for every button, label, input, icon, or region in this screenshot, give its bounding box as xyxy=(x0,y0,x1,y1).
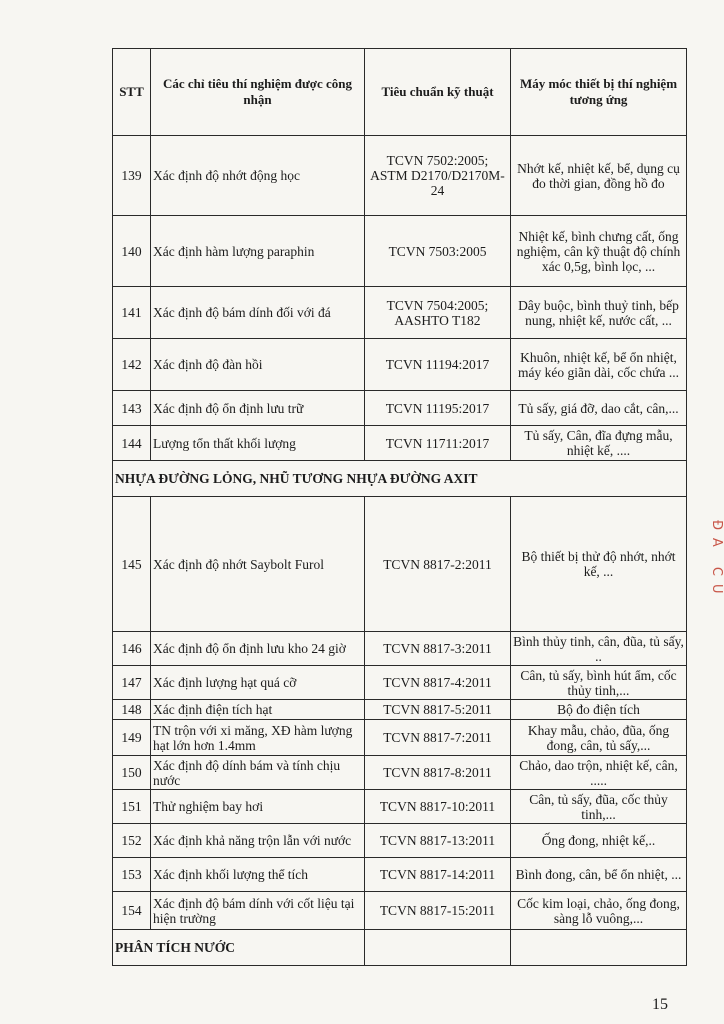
row-test-name: Xác định khả năng trộn lẫn với nước xyxy=(151,824,365,858)
row-standard: TCVN 8817-15:2011 xyxy=(365,892,511,930)
row-standard: TCVN 8817-8:2011 xyxy=(365,756,511,790)
table-row xyxy=(113,216,687,287)
empty-cell xyxy=(365,930,511,966)
row-test-name: Xác định độ bám dính đối với đá xyxy=(151,287,365,339)
row-stt: 148 xyxy=(113,700,151,720)
section-water-title: PHÂN TÍCH NƯỚC xyxy=(113,930,365,966)
table-row xyxy=(113,892,687,930)
row-test-name: Xác định độ nhớt động học xyxy=(151,136,365,216)
row-test-name: Thử nghiệm bay hơi xyxy=(151,790,365,824)
row-standard: TCVN 8817-5:2011 xyxy=(365,700,511,720)
row-standard: TCVN 7502:2005; ASTM D2170/D2170M-24 xyxy=(365,136,511,216)
stamp-mark: ĐÃ CỦ xyxy=(709,520,724,602)
row-stt: 146 xyxy=(113,632,151,666)
row-stt: 143 xyxy=(113,391,151,426)
row-equipment: Ống đong, nhiệt kế,.. xyxy=(511,824,687,858)
table-row xyxy=(113,824,687,858)
row-standard: TCVN 8817-13:2011 xyxy=(365,824,511,858)
row-test-name: Xác định độ bám dính với cốt liệu tại hiện trường xyxy=(151,892,365,930)
row-equipment: Bình đong, cân, bể ổn nhiệt, ... xyxy=(511,858,687,892)
table-row xyxy=(113,426,687,461)
row-test-name: TN trộn với xi măng, XĐ hàm lượng hạt lớn hơn 1.4mm xyxy=(151,720,365,756)
row-equipment: Cân, tủ sấy, đũa, cốc thủy tinh,... xyxy=(511,790,687,824)
row-equipment: Khay mẫu, chảo, đũa, ống đong, cân, tủ sấy,... xyxy=(511,720,687,756)
row-equipment: Bình thủy tinh, cân, đũa, tủ sấy, .. xyxy=(511,632,687,666)
row-equipment: Tủ sấy, giá đỡ, dao cắt, cân,... xyxy=(511,391,687,426)
row-standard: TCVN 8817-4:2011 xyxy=(365,666,511,700)
row-standard: TCVN 8817-3:2011 xyxy=(365,632,511,666)
table-row xyxy=(113,756,687,790)
header-stt: STT xyxy=(113,49,151,136)
page-number: 15 xyxy=(652,996,668,1013)
row-test-name: Xác định độ ổn định lưu kho 24 giờ xyxy=(151,632,365,666)
row-stt: 149 xyxy=(113,720,151,756)
row-stt: 142 xyxy=(113,339,151,391)
row-standard: TCVN 11195:2017 xyxy=(365,391,511,426)
table-row xyxy=(113,700,687,720)
row-standard: TCVN 8817-14:2011 xyxy=(365,858,511,892)
row-stt: 147 xyxy=(113,666,151,700)
table-row xyxy=(113,666,687,700)
row-test-name: Xác định độ ổn định lưu trữ xyxy=(151,391,365,426)
row-equipment: Tủ sấy, Cân, đĩa đựng mẫu, nhiệt kế, .... xyxy=(511,426,687,461)
row-stt: 153 xyxy=(113,858,151,892)
table-row xyxy=(113,287,687,339)
row-stt: 139 xyxy=(113,136,151,216)
row-equipment: Chảo, dao trộn, nhiệt kế, cân, ..... xyxy=(511,756,687,790)
row-test-name: Xác định độ nhớt Saybolt Furol xyxy=(151,497,365,632)
empty-cell xyxy=(511,930,687,966)
header-test-name: Các chỉ tiêu thí nghiệm được công nhận xyxy=(151,49,365,136)
row-standard: TCVN 7503:2005 xyxy=(365,216,511,287)
table-row xyxy=(113,391,687,426)
row-test-name: Xác định hàm lượng paraphin xyxy=(151,216,365,287)
table-row xyxy=(113,858,687,892)
section-row xyxy=(113,930,687,966)
table-row xyxy=(113,136,687,216)
row-equipment: Khuôn, nhiệt kế, bể ổn nhiệt, máy kéo giãn dài, cốc chứa ... xyxy=(511,339,687,391)
row-test-name: Xác định điện tích hạt xyxy=(151,700,365,720)
table-row xyxy=(113,632,687,666)
row-equipment: Nhiệt kế, bình chưng cất, ống nghiệm, cân kỹ thuật độ chính xác 0,5g, bình lọc, ... xyxy=(511,216,687,287)
header-standard: Tiêu chuẩn kỹ thuật xyxy=(365,49,511,136)
row-stt: 154 xyxy=(113,892,151,930)
row-standard: TCVN 11194:2017 xyxy=(365,339,511,391)
row-stt: 152 xyxy=(113,824,151,858)
table-row xyxy=(113,497,687,632)
row-standard: TCVN 8817-10:2011 xyxy=(365,790,511,824)
row-equipment: Dây buộc, bình thuỷ tinh, bếp nung, nhiệt kế, nước cất, ... xyxy=(511,287,687,339)
row-standard: TCVN 8817-7:2011 xyxy=(365,720,511,756)
row-equipment: Bộ đo điện tích xyxy=(511,700,687,720)
section-row xyxy=(113,461,687,497)
table-row xyxy=(113,339,687,391)
row-stt: 144 xyxy=(113,426,151,461)
row-test-name: Lượng tổn thất khối lượng xyxy=(151,426,365,461)
row-standard: TCVN 8817-2:2011 xyxy=(365,497,511,632)
row-test-name: Xác định độ dính bám và tính chịu nước xyxy=(151,756,365,790)
row-stt: 150 xyxy=(113,756,151,790)
row-equipment: Nhớt kế, nhiệt kế, bể, dụng cụ đo thời gian, đồng hồ đo xyxy=(511,136,687,216)
accreditation-table xyxy=(112,48,687,966)
row-test-name: Xác định khối lượng thể tích xyxy=(151,858,365,892)
row-stt: 151 xyxy=(113,790,151,824)
row-equipment: Bộ thiết bị thử độ nhớt, nhớt kế, ... xyxy=(511,497,687,632)
row-stt: 140 xyxy=(113,216,151,287)
table-row xyxy=(113,790,687,824)
row-equipment: Cân, tủ sấy, bình hút ẩm, cốc thủy tinh,... xyxy=(511,666,687,700)
row-test-name: Xác định lượng hạt quá cỡ xyxy=(151,666,365,700)
table-row xyxy=(113,720,687,756)
section-asphalt-title: NHỰA ĐƯỜNG LỎNG, NHŨ TƯƠNG NHỰA ĐƯỜNG AXIT xyxy=(113,461,687,497)
header-equipment: Máy móc thiết bị thí nghiệm tương ứng xyxy=(511,49,687,136)
row-test-name: Xác định độ đàn hồi xyxy=(151,339,365,391)
row-equipment: Cốc kim loại, chảo, ống đong, sàng lỗ vuông,... xyxy=(511,892,687,930)
row-standard: TCVN 11711:2017 xyxy=(365,426,511,461)
row-standard: TCVN 7504:2005; AASHTO T182 xyxy=(365,287,511,339)
row-stt: 141 xyxy=(113,287,151,339)
table-header-row xyxy=(113,49,687,136)
row-stt: 145 xyxy=(113,497,151,632)
